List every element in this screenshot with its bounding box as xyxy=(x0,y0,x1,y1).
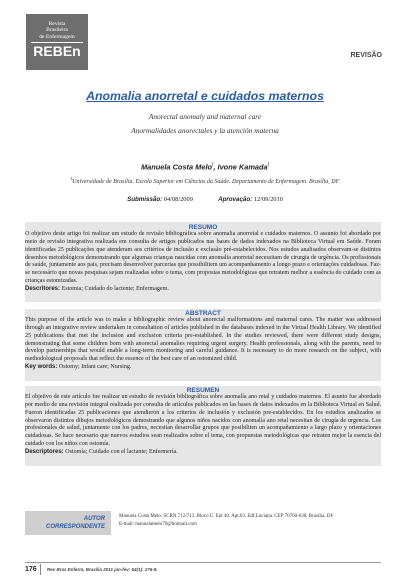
resumo-kw-label: Descritores: xyxy=(25,285,61,292)
article-title-es: Anormalidades anorectales y la atención materna xyxy=(131,126,279,135)
logo-mark: REBEn xyxy=(31,42,83,59)
resumen-kw-label: Descriptores: xyxy=(25,448,64,455)
submitted-date: 04/08/2009 xyxy=(163,196,193,203)
logo-line-1: Revista xyxy=(48,21,66,27)
journal-citation: Rev Bras Enferm, Brasília 2011 jan-fev; 64(1): 176-9. xyxy=(47,567,158,572)
author-2-sup: I xyxy=(267,162,270,168)
journal-logo xyxy=(26,14,88,70)
corresponding-author xyxy=(25,510,381,536)
resumen-keywords xyxy=(25,449,381,457)
resumo-box xyxy=(25,222,381,302)
corr-address: Manuela Costa Melo. SCRN 712/713. Bloco C. Ent 40. Apt.03. Edf.Luciana. CEP 70760-630. Brasília, DF xyxy=(119,514,334,519)
resumen-kw: Ostomía; Cuidado con el lactante; Enfermería. xyxy=(65,448,178,455)
author-1: Manuela Costa Melo xyxy=(140,162,213,172)
resumo-heading: RESUMO xyxy=(188,224,218,231)
logo-line-2: Brasileira xyxy=(46,27,68,34)
abstract-text: This purpose of the article was to make a bibliographic review about anorectal malformations and maternal cares. The matter was addressed through an integrative review undertaken in consultation of articles published in the databases indexed in the Virtual Health Library. We identified 25 publications that met the inclusion and exclusion criteria pre-established. In the studies reviewed, there were different study designs, demonstrating that some children born with anorectal anomalies requiring urgent surgery. Health professionals, along with the parents, need to develop partnerships that would enable a long-term monitoring and careful guidance. It is necessary to do more research on the subject, with methodological proposals that reflect the essence of the best care of an ostomized child. xyxy=(25,317,381,363)
page-footer xyxy=(25,562,381,577)
article-title: Anomalia anorretal e cuidados maternos xyxy=(86,89,324,103)
corr-label-2: CORRESPONDENTE xyxy=(45,524,105,530)
footer-separator xyxy=(40,564,41,575)
authors: Manuela Costa Melo$^I$, Ivone Kamada$^I$ xyxy=(140,162,270,172)
resumo-text: O objetivo deste artigo foi realizar um estudo de revisão bibliográfica sobre anomalia anorretal e cuidados maternos. O assunto foi abordado por meio de revisão integrativa realizada em consulta de artigos publicados nas bases de dados indexados na Biblioteca Virtual em Saúde. Foram identificadas 25 publicações que atenderam aos critérios de inclusão e exclusão pré-estabelecidos. Nos estudos analisados observam-se distintos desenhos metodológicos demonstrando que algumas crianças nascidas com anomalia anorretal necessitam de cirurgia de urgência. Os profissionais de saúde, juntamente aos pais, precisam desenvolver parcerias que possibilitem um acompanhamento a longo prazo e orientações cuidadosas. Faz-se necessário que novas pesquisas sejam realizadas sobre o tema, com propostas metodológicas que retratem melhor a essência do cuidado com as crianças estomizadas. xyxy=(25,231,381,285)
article-title-en: Anorectal anomaly and maternal care xyxy=(148,112,262,121)
author-2: Ivone Kamada xyxy=(217,162,268,172)
corr-label-1: AUTOR xyxy=(83,516,105,522)
resumen-heading: RESUMEN xyxy=(186,387,220,394)
corresponding-author-details xyxy=(119,513,381,529)
abstract-keywords xyxy=(25,364,381,372)
resumo-keywords xyxy=(25,286,381,294)
submitted-label: Submissão: xyxy=(127,196,163,203)
approved-date: 12/09/2010 xyxy=(253,196,283,203)
abstract-heading: ABSTRACT xyxy=(185,310,221,317)
logo-line-3: de Enfermagem xyxy=(39,33,75,40)
resumo-kw: Estomia; Cuidado do lactente; Enfermagem. xyxy=(61,285,169,292)
section-label: REVISÃO xyxy=(350,52,382,59)
affiliation-sup: I xyxy=(70,176,73,181)
abstract-kw-label: Key words: xyxy=(25,364,58,371)
abstract-kw: Ostomy; Infant care; Nursing. xyxy=(58,364,132,371)
resumen-box xyxy=(25,386,381,466)
resumen-text: El objetivo de este artículo fue realizar un estudio de revisión bibliográfica sobre anomalía ano retal y cuidados maternos. El asunto fue abordado por medio de una revisión integral realizada por consulta de artículos publicados en las bases de datos indexados en la Biblioteca Virtual en Salud. Fueron identificadas 25 publicaciones que atendieron a los criterios de inclusión y exclusión pre-establecidos. En los estudios analizados se observaron distintos dibujos metodológicos demostrando que algunos niños nacidos con anomalía ano retal necesitan de cirugía de urgencia. Los profesionales de salud, juntamente con los padres, necesitan desarrollar grupos que posibiliten un acompañamiento a largo plazo y orientaciones cuidadosas. Se hace necesario que nuevos estudios sean realizados sobre el tema, con propuestas metodológicas que retraten mejor la esencia del cuidado con los niños con ostomía. xyxy=(25,394,381,448)
dates xyxy=(0,196,410,203)
affiliation xyxy=(0,176,410,185)
corresponding-author-label xyxy=(25,511,111,535)
affiliation-text: Universidade de Brasília. Escola Superior em Ciências da Saúde. Departamento de Enfermagem. Brasília, DF xyxy=(72,179,340,185)
author-1-sup: I xyxy=(212,162,214,168)
corr-email: E-mail: manuelamelo79@hotmail.com xyxy=(119,522,197,527)
page-number: 176 xyxy=(25,566,37,573)
abstract-box xyxy=(25,309,381,381)
approved-label: Aprovação: xyxy=(218,196,253,203)
